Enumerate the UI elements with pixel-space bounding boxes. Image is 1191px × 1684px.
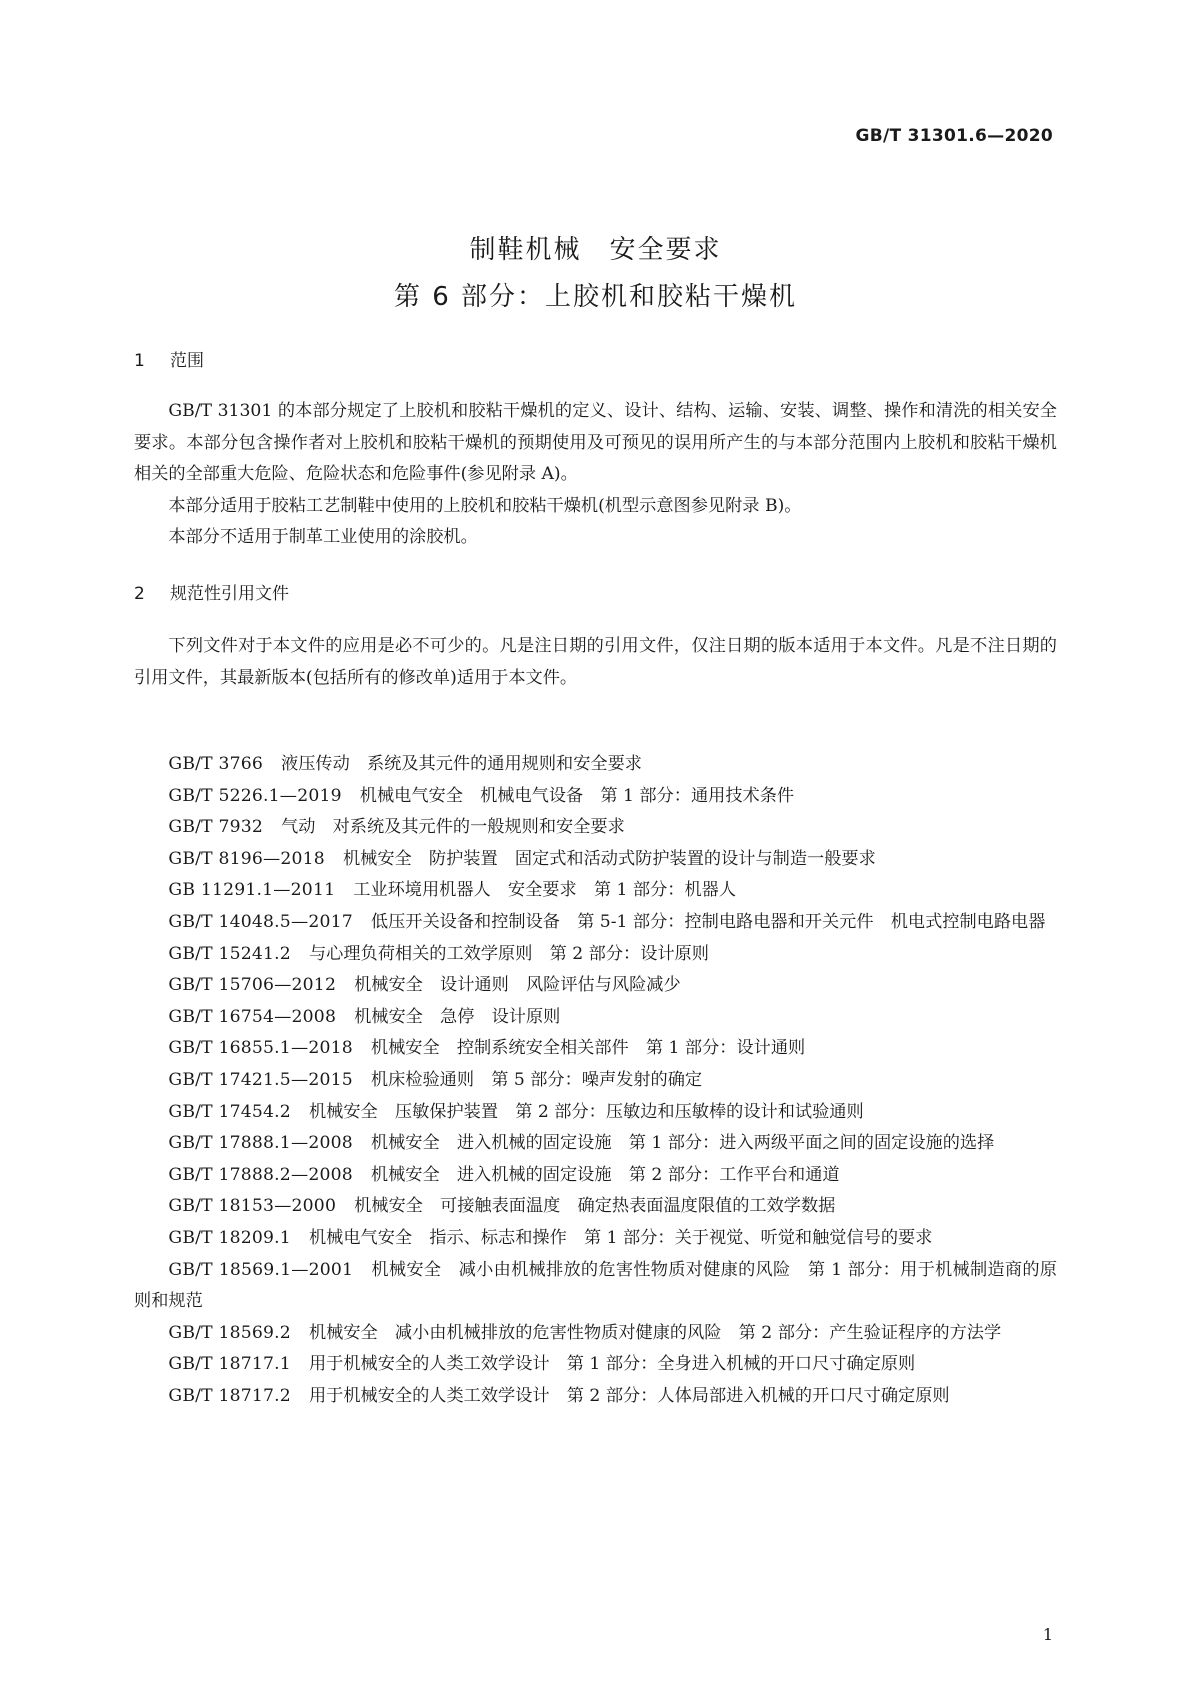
reference-title: 机械电气安全 机械电气设备 第 1 部分：通用技术条件 [359,785,795,806]
reference-item [134,970,1057,1002]
reference-title: 用于机械安全的人类工效学设计 第 1 部分：全身进入机械的开口尺寸确定原则 [308,1354,916,1375]
reference-title: 机械安全 急停 设计原则 [354,1006,561,1027]
reference-item [134,1191,1057,1223]
section-2-heading [134,579,289,604]
reference-title: 机床检验通则 第 5 部分：噪声发射的确定 [370,1069,703,1090]
reference-code: GB/T 18153—2000 [168,1196,337,1217]
reference-title: 机械安全 可接触表面温度 确定热表面温度限值的工效学数据 [354,1196,836,1217]
reference-title: 低压开关设备和控制设备 第 5-1 部分：控制电路电器和开关元件 机电式控制电路电器 [370,911,1046,932]
section-1-paragraph: 本部分不适用于制革工业使用的涂胶机。 [168,527,478,548]
section-2-intro-paragraph: 下列文件对于本文件的应用是必不可少的。凡是注日期的引用文件，仅注日期的版本适用于本文件。凡是不注日期的引用文件，其最新版本(包括所有的修改单)适用于本文件。 [134,636,1057,688]
reference-code: GB/T 7932 [168,817,264,838]
reference-title: 机械安全 控制系统安全相关部件 第 1 部分：设计通则 [370,1038,806,1059]
title-main: 制鞋机械 安全要求 [469,235,722,265]
reference-code: GB/T 14048.5—2017 [168,911,353,932]
reference-title: 用于机械安全的人类工效学设计 第 2 部分：人体局部进入机械的开口尺寸确定原则 [308,1385,950,1406]
reference-code: GB/T 18569.1—2001 [168,1259,354,1280]
section-1-title: 范围 [170,351,204,371]
reference-code: GB/T 17421.5—2015 [168,1069,353,1090]
reference-item [134,1033,1057,1065]
reference-code: GB/T 17888.1—2008 [168,1133,353,1154]
reference-code: GB/T 15706—2012 [168,975,337,996]
reference-code: GB 11291.1—2011 [168,880,336,901]
reference-item [134,749,1057,781]
page-number: 1 [1042,1625,1053,1644]
section-2-title: 规范性引用文件 [170,584,289,604]
reference-item [134,875,1057,907]
section-1-paragraph: GB/T 31301 的本部分规定了上胶机和胶粘干燥机的定义、设计、结构、运输、安装、调整、操作和清洗的相关安全要求。本部分包含操作者对上胶机和胶粘干燥机的预期使用及可预见的误用所产生的与本部分范围内上胶机和胶粘干燥机相关的全部重大危险、危险状态和危险事件(参见附录 A)。 [134,401,1057,485]
reference-title: 机械安全 压敏保护装置 第 2 部分：压敏边和压敏棒的设计和试验通则 [308,1101,864,1122]
reference-code: GB/T 5226.1—2019 [168,785,342,806]
reference-code: GB/T 18569.2 [168,1322,291,1343]
reference-code: GB/T 17454.2 [168,1101,291,1122]
section-1-heading [134,346,204,371]
reference-title: 机械安全 防护装置 固定式和活动式防护装置的设计与制造一般要求 [342,848,876,869]
title-part: 第 6 部分：上胶机和胶粘干燥机 [393,282,798,312]
reference-title: 液压传动 系统及其元件的通用规则和安全要求 [281,754,642,774]
reference-code: GB/T 18209.1 [168,1227,291,1248]
reference-item [134,1097,1057,1129]
section-1-body [134,396,1057,554]
reference-title: 机械安全 进入机械的固定设施 第 2 部分：工作平台和通道 [370,1164,840,1185]
reference-code: GB/T 8196—2018 [168,848,325,869]
section-2-number: 2 [134,584,145,604]
reference-item [134,812,1057,844]
standard-number: GB/T 31301.6—2020 [855,126,1053,146]
section-1-paragraph: 本部分适用于胶粘工艺制鞋中使用的上胶机和胶粘干燥机(机型示意图参见附录 B)。 [168,495,802,516]
reference-title: 机械安全 进入机械的固定设施 第 1 部分：进入两级平面之间的固定设施的选择 [370,1133,995,1154]
reference-title: 机械安全 减小由机械排放的危害性物质对健康的风险 第 1 部分：用于机械制造商的原则和规范 [134,1259,1058,1312]
reference-code: GB/T 16754—2008 [168,1006,337,1027]
reference-code: GB/T 18717.2 [168,1385,291,1406]
reference-code: GB/T 17888.2—2008 [168,1164,353,1185]
reference-code: GB/T 3766 [168,754,264,774]
reference-title: 机械安全 设计通则 风险评估与风险减少 [354,975,681,996]
reference-item [134,1128,1057,1160]
section-2-intro [134,631,1057,694]
reference-item [134,844,1057,876]
reference-list [134,749,1057,1412]
reference-item [134,1318,1057,1350]
reference-title: 气动 对系统及其元件的一般规则和安全要求 [281,817,625,838]
reference-item [134,1065,1057,1097]
reference-code: GB/T 15241.2 [168,943,291,964]
reference-title: 机械安全 减小由机械排放的危害性物质对健康的风险 第 2 部分：产生验证程序的方法学 [308,1322,1002,1343]
reference-code: GB/T 18717.1 [168,1354,291,1375]
reference-item [134,781,1057,813]
reference-item [134,907,1057,939]
reference-title: 与心理负荷相关的工效学原则 第 2 部分：设计原则 [308,943,709,964]
reference-title: 机械电气安全 指示、标志和操作 第 1 部分：关于视觉、听觉和触觉信号的要求 [308,1227,933,1248]
reference-item [134,1381,1057,1413]
reference-item [134,1255,1057,1318]
section-1-number: 1 [134,351,145,371]
reference-item [134,1223,1057,1255]
reference-item [134,1002,1057,1034]
reference-item [134,1160,1057,1192]
reference-code: GB/T 16855.1—2018 [168,1038,353,1059]
reference-item [134,1349,1057,1381]
reference-title: 工业环境用机器人 安全要求 第 1 部分：机器人 [353,880,737,901]
reference-item [134,939,1057,971]
